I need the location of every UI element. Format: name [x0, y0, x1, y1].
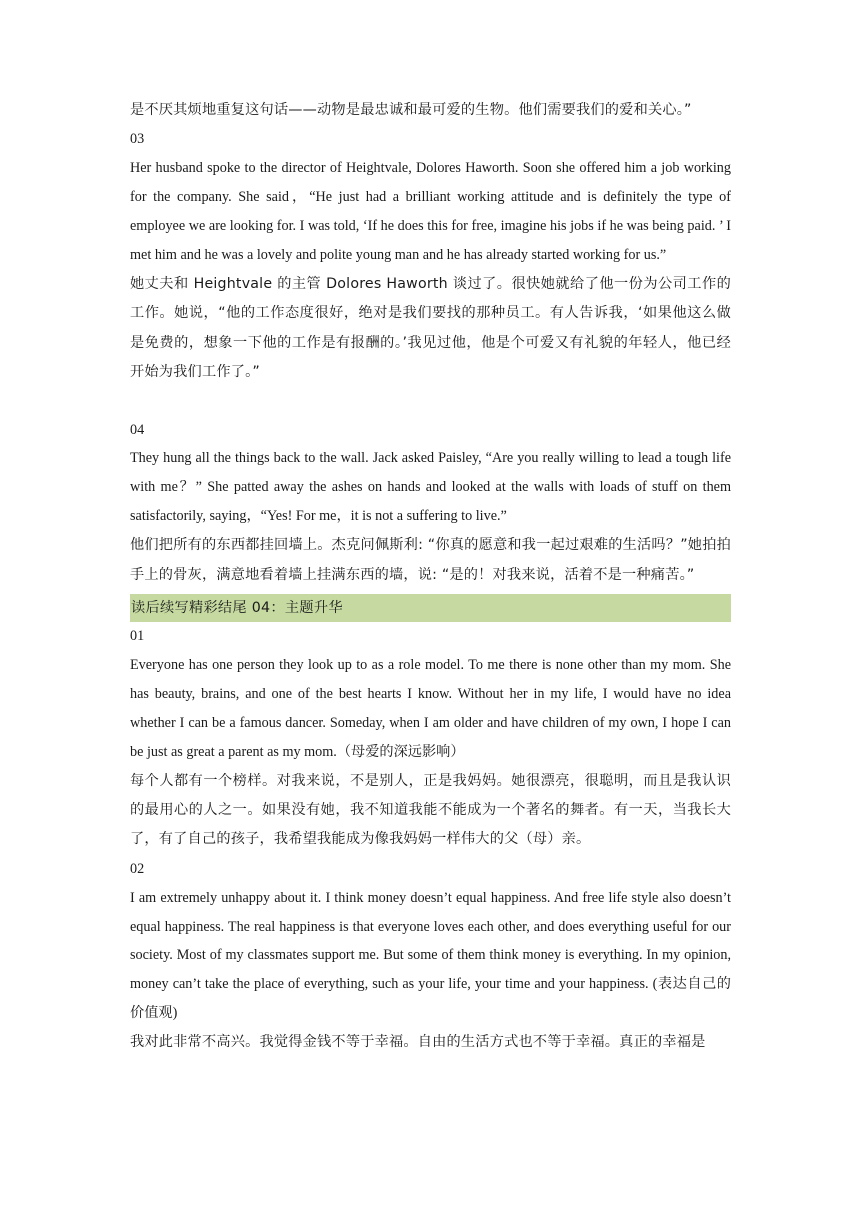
- item-number-02: 02: [130, 860, 145, 877]
- section-heading: 读后续写精彩结尾 04：主题升华: [130, 594, 731, 622]
- item-01-zh: 每个人都有一个榜样。对我来说，不是别人，正是我妈妈。她很漂亮，很聪明，而且是我认识的最用心的人之一。如果没有她，我不知道我能不能成为一个著名的舞者。有一天，当我长大了，有了自己的孩子，我希望我能成为像我妈妈一样伟大的父（母）亲。: [130, 772, 731, 848]
- paragraph-number-03: 03: [130, 131, 145, 148]
- paragraph-03-en: Her husband spoke to the director of Heightvale, Dolores Haworth. Soon she offered him a job working for the company. She said，“He just had a brilliant working attitude and is definitely the type of employee we are looking for. I was told, ‘If he does this for free, imagine his jobs if he was being paid. ’ I met him and he was a lovely and polite young man and he has already started working for us.”: [130, 160, 731, 264]
- section03-closing-zh: 是不厌其烦地重复这句话——动物是最忠诚和最可爱的生物。他们需要我们的爱和关心。”: [130, 102, 692, 118]
- paragraph-04-en: They hung all the things back to the wall. Jack asked Paisley, “Are you really willing to lead a tough life with me？” She patted away the ashes on hands and looked at the walls with loads of stuff on them satisfactorily, saying，“Yes! For me，it is not a suffering to live.”: [130, 450, 731, 525]
- paragraph-04-zh: 他们把所有的东西都挂回墙上。杰克问佩斯利: “你真的愿意和我一起过艰难的生活吗？”她拍拍手上的骨灰，满意地看着墙上挂满东西的墙，说: “是的！对我来说，活着不是一种痛苦。”: [130, 537, 731, 583]
- document-page: [130, 96, 731, 1058]
- paragraph-03-zh: 她丈夫和 Heightvale 的主管 Dolores Haworth 谈过了。很快她就给了他一份为公司工作的工作。她说，“他的工作态度很好，绝对是我们要找的那种员工。有人告诉我，‘如果他这么做是免费的，想象一下他的工作是有报酬的。’我见过他，他是个可爱又有礼貌的年轻人，他已经开始为我们工作了。”: [130, 275, 731, 381]
- item-01-en: Everyone has one person they look up to as a role model. To me there is none other than my mom. She has beauty, brains, and one of the best hearts I know. Without her in my life, I would have no idea whether I can be a famous dancer. Someday, when I am older and have children of my own, I hope I can be just as great a parent as my mom.（母爱的深远影响）: [130, 656, 731, 760]
- paragraph-gap: [130, 388, 731, 416]
- paragraph-number-04: 04: [130, 421, 145, 438]
- item-number-01: 01: [130, 628, 145, 644]
- item-02-zh: 我对此非常不高兴。我觉得金钱不等于幸福。自由的生活方式也不等于幸福。真正的幸福是: [130, 1034, 706, 1051]
- item-02-en: I am extremely unhappy about it. I think money doesn’t equal happiness. And free life style also doesn’t equal happiness. The real happiness is that everyone loves each other, and does everything useful for our society. Most of my classmates support me. But some of them think money is everything. In my opinion, money can’t take the place of everything, such as your life, your time and your happiness. (表达自己的价值观): [130, 889, 731, 1022]
